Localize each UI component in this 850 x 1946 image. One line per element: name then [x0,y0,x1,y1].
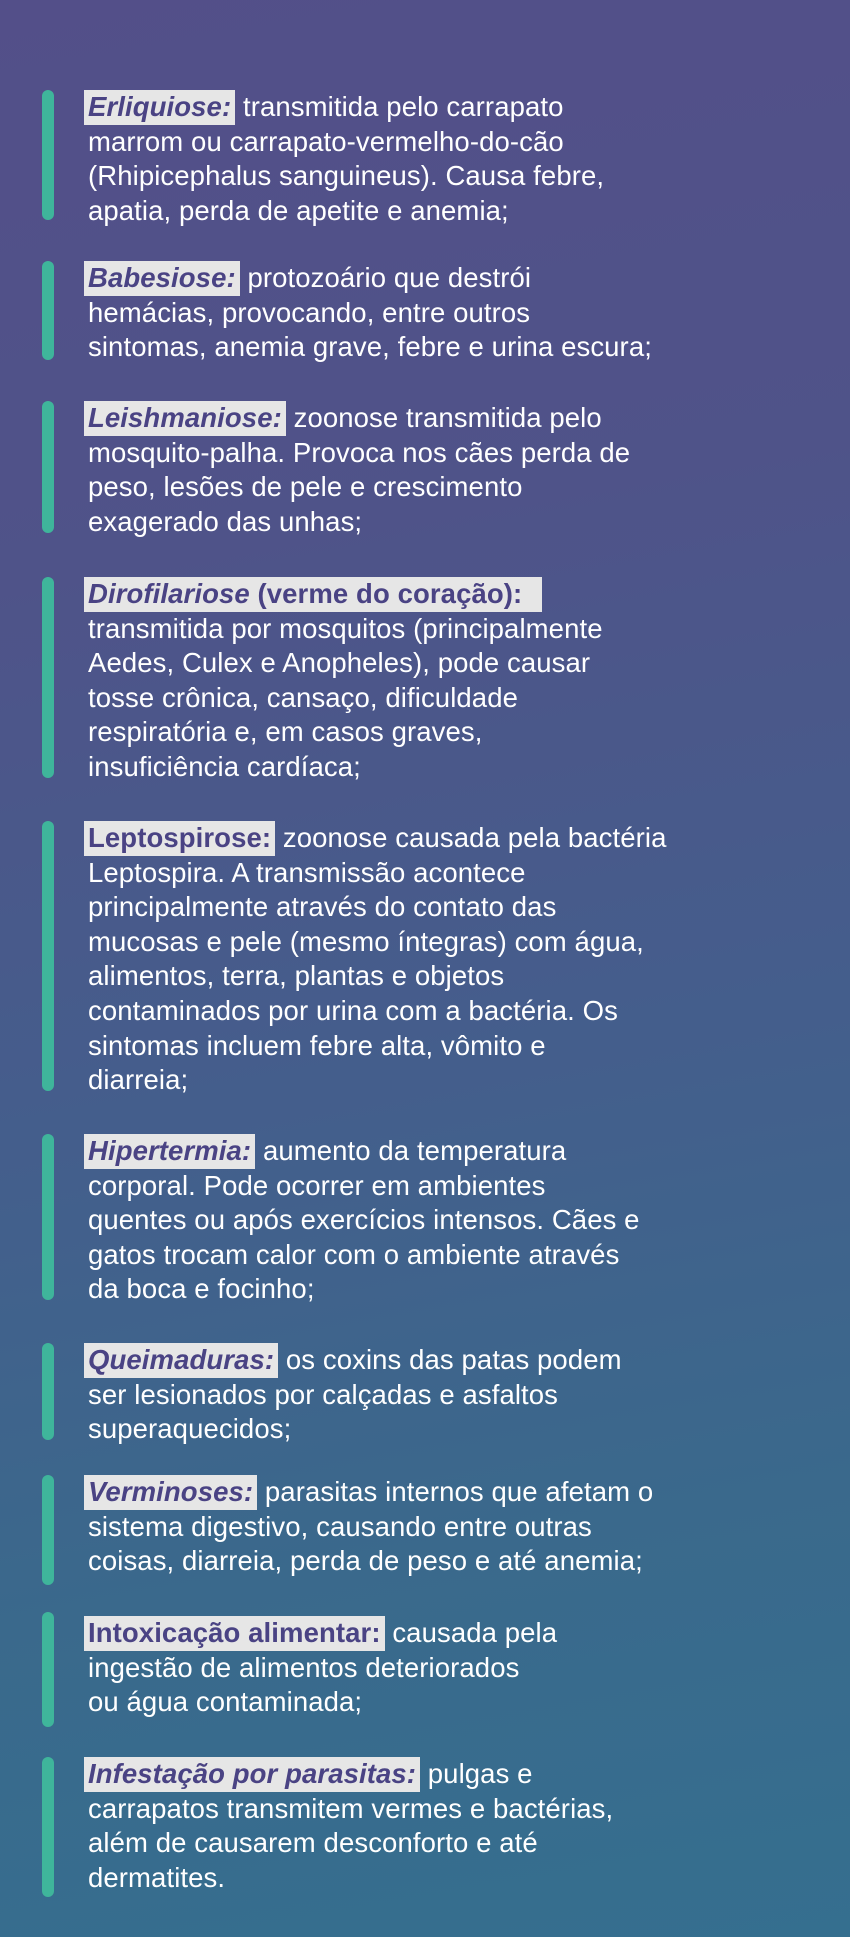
accent-bar [42,821,54,1091]
accent-bar [42,577,54,778]
item-text: Intoxicação alimentar: causada pela ingestão de alimentos deteriorados ou água contaminada; [88,1616,808,1720]
item-text: Dirofilariose (verme do coração): transmitida por mosquitos (principalmente Aedes, Culex e Anopheles), pode causar tosse crônica, cansaço, dificuldade respiratória e, em casos graves, insuficiência cardíaca; [88,577,808,785]
item-text: Erliquiose: transmitida pelo carrapato marrom ou carrapato-vermelho-do-cão (Rhipicephalus sanguineus). Causa febre, apatia, perda de apetite e anemia; [88,90,808,228]
accent-bar [42,261,54,360]
accent-bar [42,1475,54,1585]
item-text: Leptospirose: zoonose causada pela bactéria Leptospira. A transmissão acontece principalmente através do contato das mucosas e pele (mesmo íntegras) com água, alimentos, terra, plantas e objetos contaminados por urina com a bactéria. Os sintomas incluem febre alta, vômito e diarreia; [88,821,808,1098]
accent-bar [42,1757,54,1897]
item-text: Infestação por parasitas: pulgas e carrapatos transmitem vermes e bactérias, além de causarem desconforto e até dermatites. [88,1757,808,1895]
item-text: Verminoses: parasitas internos que afetam o sistema digestivo, causando entre outras coisas, diarreia, perda de peso e até anemia; [88,1475,808,1579]
term-label: Dirofilariose (verme do coração): [84,577,542,612]
term-label: Babesiose: [84,261,240,296]
accent-bar [42,1612,54,1727]
term-label: Leishmaniose: [84,401,286,436]
accent-bar [42,401,54,533]
accent-bar [42,1134,54,1300]
term-label: Leptospirose: [84,821,275,856]
term-label: Erliquiose: [84,90,235,125]
item-text: Leishmaniose: zoonose transmitida pelo mosquito-palha. Provoca nos cães perda de peso, lesões de pele e crescimento exagerado das unhas; [88,401,808,539]
item-text: Queimaduras: os coxins das patas podem ser lesionados por calçadas e asfaltos superaquecidos; [88,1343,808,1447]
term-label: Intoxicação alimentar: [84,1616,385,1651]
term-label: Verminoses: [84,1475,257,1510]
term-label: Infestação por parasitas: [84,1757,420,1792]
term-label: Queimaduras: [84,1343,278,1378]
item-text: Babesiose: protozoário que destrói hemácias, provocando, entre outros sintomas, anemia grave, febre e urina escura; [88,261,808,365]
item-text: Hipertermia: aumento da temperatura corporal. Pode ocorrer em ambientes quentes ou após exercícios intensos. Cães e gatos trocam calor com o ambiente através da boca e focinho; [88,1134,808,1307]
term-label: Hipertermia: [84,1134,255,1169]
accent-bar [42,1343,54,1440]
accent-bar [42,90,54,220]
